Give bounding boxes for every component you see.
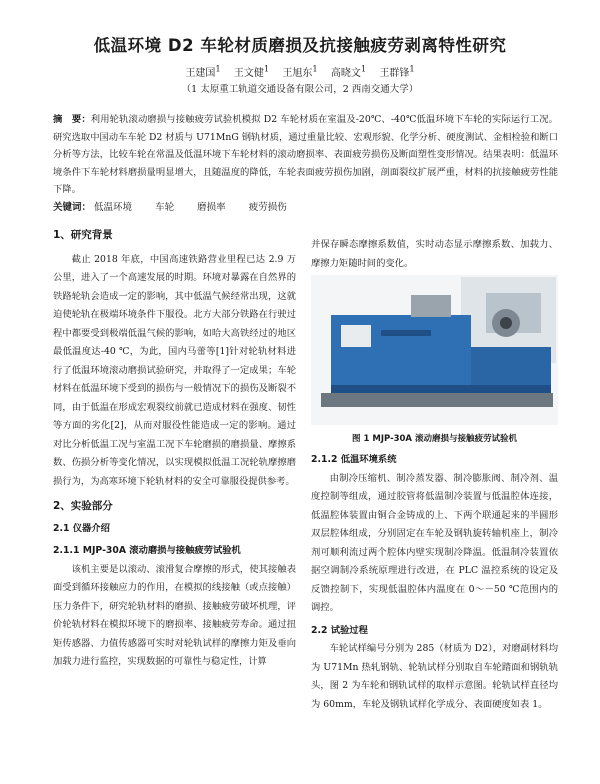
- keyword: 疲劳损伤: [248, 202, 287, 213]
- author: 王群锋$^1$: [379, 64, 415, 80]
- paper-title: 低温环境 D2 车轮材质磨损及抗接触疲劳剥离特性研究: [93, 36, 507, 55]
- abstract: [53, 111, 558, 199]
- right-column-top: [311, 236, 558, 273]
- paragraph: 车轮试样编号分别为 285（材质为 D2），对磨副材料均为 U71Mn 热轧钢轨、轮轨试样分别取自车轮踏面和钢轨轨头，图 2 为车轮和钢轨试样的取样示意图。轮轨试样直径均为 60mm，车轮及钢轨试样化学成分、表面硬度如表 1。: [311, 643, 558, 710]
- test-machine-photo: [311, 275, 558, 425]
- subsection-heading: 2.2 试验过程: [311, 624, 368, 636]
- keyword: 低温环境: [94, 202, 133, 213]
- subsubsection-heading: 2.1.1 MJP-30A 滚动磨损与接触疲劳试验机: [53, 545, 241, 556]
- affiliation: （1 太原重工轨道交通设备有限公司，2 西南交通大学）: [181, 84, 419, 95]
- abstract-text: 利用轮轨滚动磨损与接触疲劳试验机模拟 D2 车轮材质在室温及-20℃、-40℃低温环境下车轮的实际运行工况。研究选取中国动车车轮 D2 材质与 U71MnG 钢轨材质，通过重量比较、宏观形貌、化学分析、硬度测试、金相检验和断口分析等方法，比较车轮在常温及低温环境下车轮材料的滚动磨损率、表面疲劳损伤及断面塑性变形情况。结果表明：低温环境条件下车轮材料磨损量明显增大，且随温度的降低，车轮表面疲劳损伤加剧，剖面裂纹扩展严重，材料的抗接触疲劳性能下降。: [53, 114, 558, 195]
- keywords-label: 关键词：: [53, 202, 92, 213]
- machine-base: [321, 393, 553, 407]
- paragraph: 并保存瞬态摩擦系数值，实时动态显示摩擦系数、加载力、摩擦力矩随时间的变化。: [311, 239, 558, 269]
- right-column-bottom: [311, 451, 558, 714]
- author: 王文健$^1$: [233, 64, 270, 80]
- subsubsection-heading: 2.1.2 低温环境系统: [311, 454, 397, 465]
- section-heading: 1、研究背景: [53, 229, 113, 241]
- left-column: [53, 226, 296, 672]
- paragraph: 由制冷压缩机、制冷蒸发器、制冷膨胀阀、制冷剂、温度控制等组成，通过胶管将低温制冷装置与低温腔体连接，低温腔体装置由铜合金铸成的上、下两个联通起来的半圆形双层腔体组成，分别固定在车轮及钢轨旋转轴机座上，制冷剂可顺利流过两个腔体内壁实现制冷降温。低温制冷装置依据空调制冷系统原理进行改进，在 PLC 温控系统的设定及反馈控制下，实现低温腔体内温度在 0～－50 ℃范围内的调控。: [311, 472, 558, 613]
- control-panel: [341, 325, 371, 347]
- author-list: [0, 64, 600, 79]
- keyword: 磨损率: [197, 202, 226, 213]
- paragraph: 截止 2018 年底，中国高速铁路营业里程已达 2.9 万公里，进入了一个高速发展的时期。环境对暴露在自然界的铁路轮轨会造成一定的影响，其中低温气候经常出现，这就迫使轮轨在极端环境条件下服役。北方大部分铁路在行驶过程中都要受到极端低温气候的影响，如哈大高铁经过的地区最低温度达-40 ℃，为此，国内马蕾等[1]针对轮轨材料进行了低温环境滚动磨损试验研究，并取得了一定成果；车轮材料在低温环境下受到的损伤与一般情况下的损伤及断裂不同，由于低温在形成宏观裂纹前就已造成材料在强度、韧性等方面的劣化[2]，从而对服役性能造成一定的影响。通过对比分析低温工况与室温工况下车轮磨损的磨损量、摩擦系数、伤损分析等变化情况，以实现模拟低温工况轮轨摩擦磨损行为，为高寒环境下轮轨材料的安全可靠服役提供参考。: [53, 253, 296, 487]
- section-heading: 2、实验部分: [53, 500, 113, 512]
- subsection-heading: 2.1 仪器介绍: [53, 522, 110, 534]
- paragraph: 该机主要是以滚动、滚滑复合摩擦的形式，使其接触表面受到循环接触应力的作用，在模拟的线接触（或点接触）压力条件下，研究轮轨材料的磨损、接触疲劳破坏机理，评价轮轨材料在模拟环境下的磨损率、接触疲劳寿命。通过扭矩传感器、力值传感器可实时对轮轨试样的摩擦力矩及垂向加载力进行监控，实现数据的可靠性与稳定性，计算: [53, 563, 296, 667]
- keywords: [53, 199, 558, 213]
- author: 王建国$^1$: [185, 64, 221, 80]
- abstract-label: 摘 要：: [53, 114, 91, 125]
- keyword: 车轮: [155, 202, 175, 213]
- author: 王旭东$^1$: [282, 64, 318, 80]
- figure-caption: 图 1 MJP-30A 滚动磨损与接触疲劳试验机: [352, 434, 517, 444]
- author: 高晓文$^1$: [330, 64, 367, 80]
